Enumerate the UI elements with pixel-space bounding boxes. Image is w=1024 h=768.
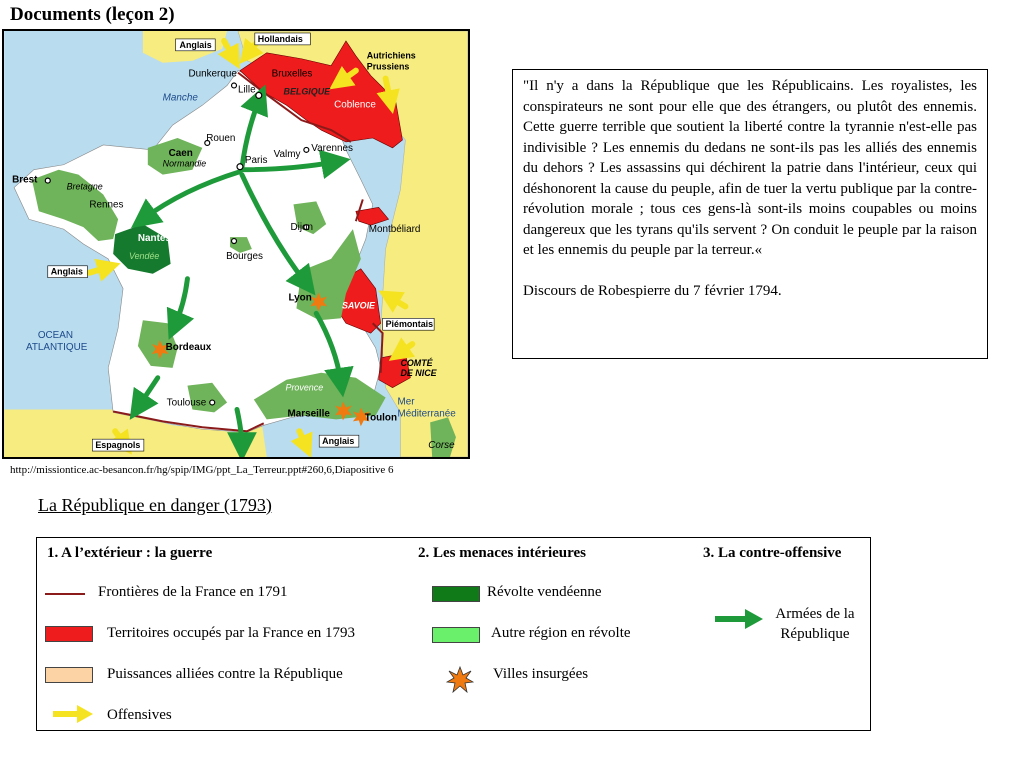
vendee-swatch	[432, 586, 480, 602]
label-valmy: Valmy	[273, 148, 301, 160]
border-line-swatch	[45, 593, 85, 595]
label-lyon: Lyon	[288, 292, 312, 304]
legend-other-revolt: Autre région en révolte	[491, 625, 631, 641]
legend-col3-title: 3. La contre-offensive	[703, 545, 842, 561]
quote-box	[512, 69, 988, 359]
legend-offensives: Offensives	[107, 707, 172, 723]
label-montbeliard: Montbéliard	[368, 224, 421, 236]
label-savoie: SAVOIE	[342, 300, 376, 311]
label-manche: Manche	[162, 92, 198, 104]
label-ocean: OCEAN ATLANTIQUE	[25, 330, 88, 354]
label-comte-nice: COMTÉ DE NICE	[400, 357, 437, 378]
legend-col2-title: 2. Les menaces intérieures	[418, 545, 587, 561]
legend-box	[36, 537, 871, 731]
label-espagnols: Espagnols	[95, 440, 141, 451]
legend-allied-powers: Puissances alliées contre la République	[107, 666, 343, 682]
label-varennes: Varennes	[311, 142, 353, 154]
label-lille: Lille	[237, 84, 256, 96]
label-toulon: Toulon	[364, 412, 398, 424]
label-bourges: Bourges	[226, 250, 263, 262]
label-provence: Provence	[285, 382, 324, 393]
legend-republic-armies: Armées de la République	[775, 606, 855, 642]
page-title: Documents (leçon 2)	[10, 4, 175, 25]
label-belgique: BELGIQUE	[283, 86, 331, 97]
quote-source: Discours de Robespierre du 7 février 1794.	[523, 282, 782, 299]
label-mer: Mer Méditerranée	[397, 396, 456, 420]
map-france-1793	[2, 29, 470, 459]
label-brest: Brest	[12, 174, 38, 186]
label-toulouse: Toulouse	[166, 397, 207, 409]
legend-title: La République en danger (1793)	[38, 495, 272, 515]
label-anglais-north: Anglais	[179, 39, 212, 50]
label-nantes: Nantes	[137, 233, 171, 245]
label-marseille: Marseille	[287, 408, 330, 420]
occupied-swatch	[45, 626, 93, 642]
label-vendee: Vendée	[129, 250, 160, 261]
legend-col1-title: 1. A l’extérieur : la guerre	[47, 545, 213, 561]
legend-occupied: Territoires occupés par la France en 1793	[107, 625, 356, 641]
label-hollandais: Hollandais	[257, 33, 303, 44]
offensive-arrow-icon	[51, 702, 95, 726]
label-bordeaux: Bordeaux	[165, 342, 212, 354]
label-autrichiens-prussiens: Autrichiens Prussiens	[366, 50, 416, 72]
republic-arrow-icon	[713, 606, 765, 632]
label-corse: Corse	[428, 440, 455, 452]
label-normandie: Normandie	[162, 158, 207, 169]
label-bruxelles: Bruxelles	[271, 68, 313, 80]
insurgent-star-icon	[446, 666, 474, 694]
legend-insurgent-cities: Villes insurgées	[493, 666, 589, 682]
label-dunkerque: Dunkerque	[188, 68, 237, 80]
allied-swatch	[45, 667, 93, 683]
label-anglais-south: Anglais	[322, 436, 355, 447]
label-piemontais: Piémontais	[385, 319, 434, 330]
other-revolt-swatch	[432, 627, 480, 643]
label-anglais-west: Anglais	[50, 266, 83, 277]
label-dijon: Dijon	[290, 222, 314, 234]
label-rennes: Rennes	[89, 199, 124, 211]
label-caen: Caen	[168, 147, 193, 159]
label-paris: Paris	[244, 154, 268, 166]
robespierre-quote: "Il n'y a dans la République que les Républicains. Les royalistes, les conspirateurs ne sont pour elle que des étrangers, ou plutôt des ennemis. Cette guerre terrible que soutient la liberté contre la tyrannie n'est-elle pas indivisible ? Les ennemis du dedans ne sont-ils pas les alliés des ennemis du dehors ? Les assassins qui déchirent la patrie dans l'intérieur, ceux qui déshonorent la cause du peuple, afin de tuer la vertu publique par la contre-révolution morale ; tous ces gens-là sont-ils moins coupables ou moins dangereux que les tyrans qu'ils servent ? On conduit le peuple par la raison et les ennemis du peuple par la terreur.«	[523, 78, 977, 258]
legend-vendee-revolt: Révolte vendéenne	[487, 584, 602, 600]
legend-borders-1791: Frontières de la France en 1791	[98, 584, 288, 600]
map-source-credit: http://missiontice.ac-besancon.fr/hg/spip/IMG/ppt_La_Terreur.ppt#260,6,Diapositive 6	[10, 464, 394, 476]
label-bretagne: Bretagne	[66, 181, 103, 192]
label-coblence: Coblence	[334, 99, 376, 111]
label-rouen: Rouen	[206, 132, 236, 144]
